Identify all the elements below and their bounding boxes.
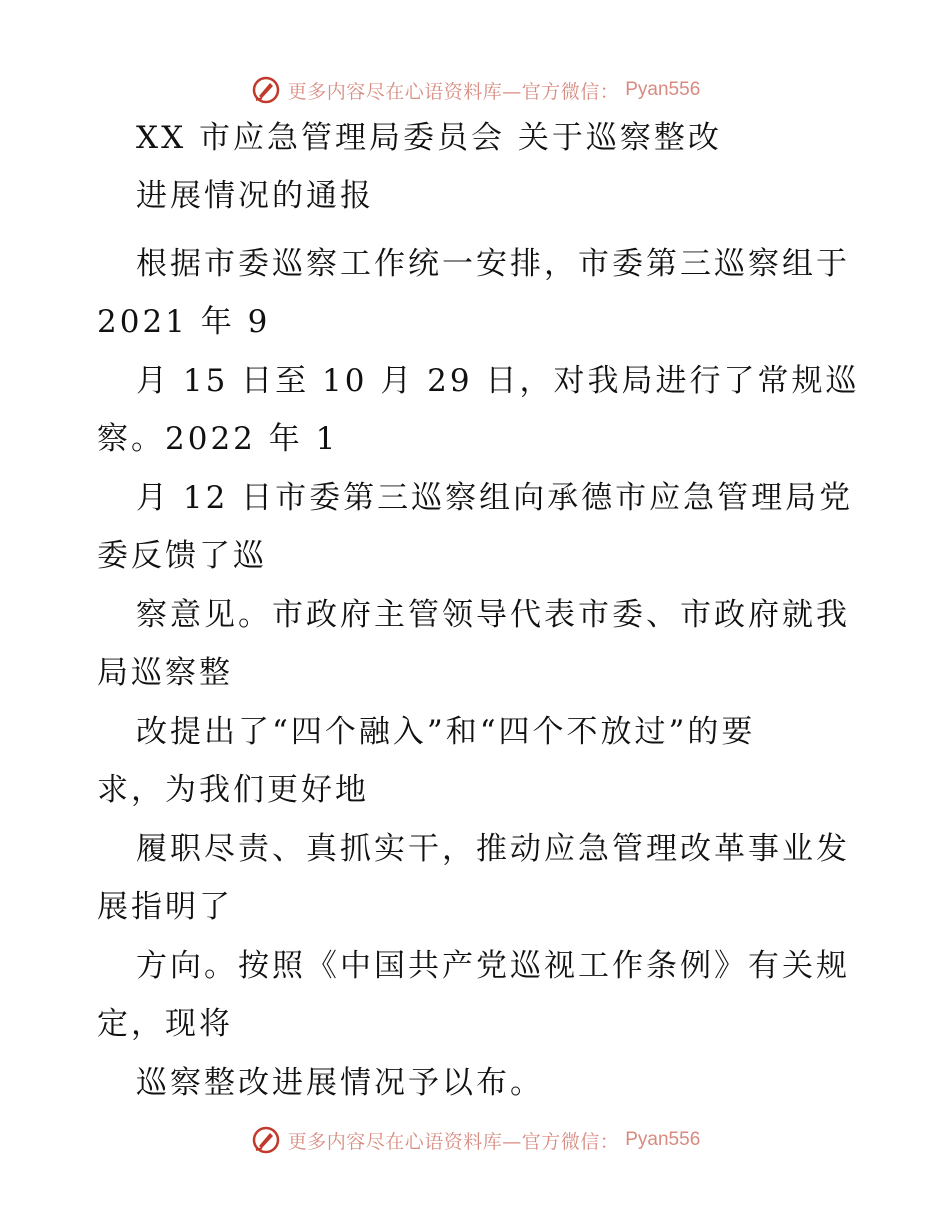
paragraph-line: 2021 年 9 bbox=[97, 304, 271, 340]
paragraph-line: 方向。按照《中国共产党巡视工作条例》有关规 bbox=[136, 948, 850, 984]
watermark-text: 更多内容尽在心语资料库—官方微信： bbox=[287, 1130, 620, 1153]
paragraph-line: 月 12 日市委第三巡察组向承德市应急管理局党 bbox=[136, 480, 854, 516]
quill-circle-icon bbox=[250, 1124, 282, 1156]
paragraph-line: 定，现将 bbox=[97, 1006, 233, 1042]
watermark-wechat-id: Pyan556 bbox=[625, 1129, 701, 1150]
paragraph-line: 根据市委巡察工作统一安排，市委第三巡察组于 bbox=[136, 246, 850, 282]
paragraph-line: 月 15 日至 10 月 29 日，对我局进行了常规巡 bbox=[136, 363, 860, 399]
paragraph-line: 巡察整改进展情况予以布。 bbox=[136, 1065, 544, 1101]
paragraph-line: 局巡察整 bbox=[97, 655, 233, 691]
watermark-footer bbox=[0, 1120, 950, 1160]
paragraph-line: 改提出了“四个融入”和“四个不放过”的要 bbox=[136, 714, 756, 750]
paragraph-line: 察意见。市政府主管领导代表市委、市政府就我 bbox=[136, 597, 850, 633]
paragraph-line: 察。2022 年 1 bbox=[97, 421, 339, 457]
title-line-2: 进展情况的通报 bbox=[136, 178, 374, 214]
paragraph-line: 委反馈了巡 bbox=[97, 538, 267, 574]
paragraph-line: 展指明了 bbox=[97, 889, 233, 925]
watermark-text: 更多内容尽在心语资料库—官方微信： bbox=[287, 80, 620, 103]
paragraph-line: 履职尽责、真抓实干，推动应急管理改革事业发 bbox=[136, 831, 850, 867]
watermark-header bbox=[0, 70, 950, 110]
title-line-1: XX 市应急管理局委员会 关于巡察整改 bbox=[136, 120, 722, 156]
quill-circle-icon bbox=[250, 74, 282, 106]
watermark-wechat-id: Pyan556 bbox=[625, 79, 701, 100]
paragraph-line: 求，为我们更好地 bbox=[97, 772, 369, 808]
